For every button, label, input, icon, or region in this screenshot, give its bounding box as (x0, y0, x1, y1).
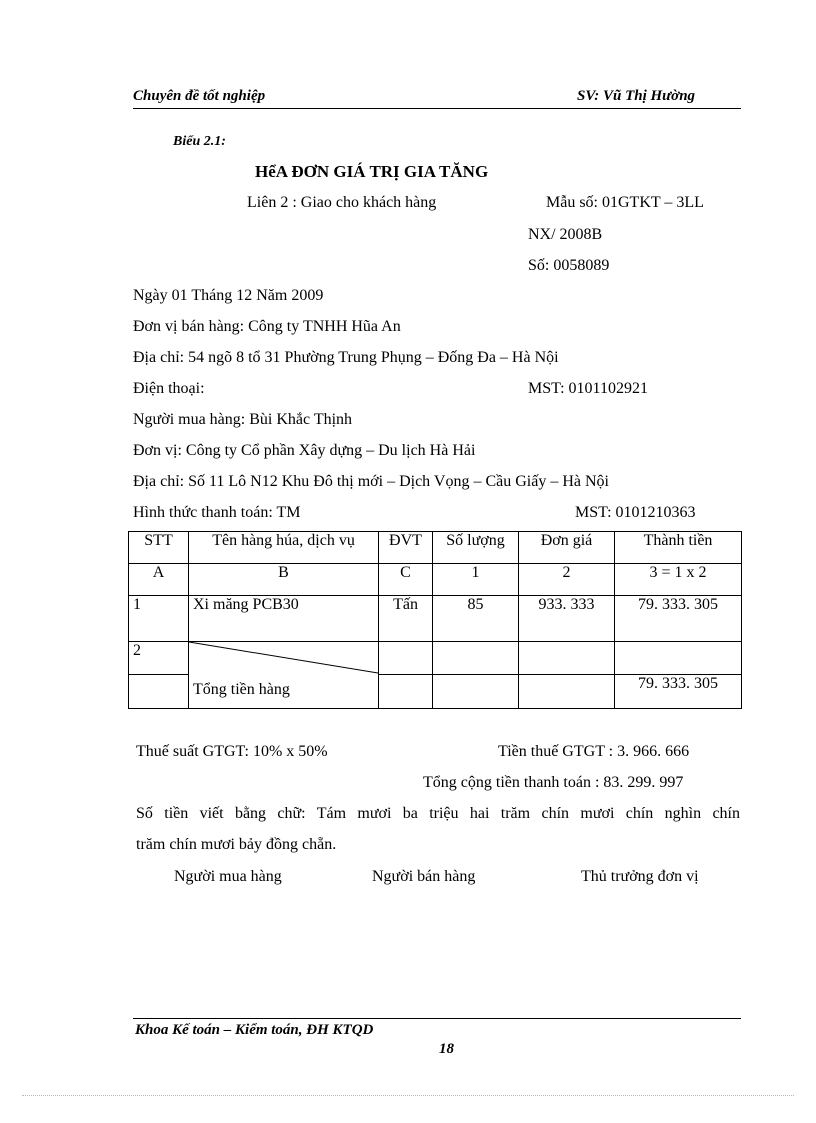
row-unit (379, 642, 433, 675)
code-1: 1 (433, 564, 519, 596)
row-stt: 1 (129, 596, 189, 642)
form-number: Mẫu số: 01GTKT – 3LL (546, 194, 704, 211)
total-unit-empty (379, 675, 433, 709)
total-label: Tổng tiền hàng (193, 681, 290, 698)
bottom-dotted-rule (22, 1095, 794, 1096)
seller-phone: Điện thoại: (133, 380, 205, 397)
code-2: 2 (519, 564, 615, 596)
header-right: SV: Vũ Thị Hường (577, 88, 696, 104)
invoice-items-table (128, 531, 742, 709)
invoice-title: HểA ĐƠN GIÁ TRỊ GIA TĂNG (255, 162, 489, 181)
footer-faculty: Khoa Kế toán – Kiểm toán, ĐH KTQD (135, 1022, 374, 1038)
header-qty: Số lượng (433, 532, 519, 564)
buyer-name: Người mua hàng: Bùi Khắc Thịnh (133, 411, 353, 428)
invoice-date: Ngày 01 Tháng 12 Năm 2009 (133, 287, 324, 304)
signature-buyer: Người mua hàng (174, 868, 282, 885)
total-qty-empty (433, 675, 519, 709)
code-a: A (129, 564, 189, 596)
code-3: 3 = 1 x 2 (615, 564, 742, 596)
payment-method: Hình thức thanh toán: TM (133, 504, 301, 521)
header-amount: Thành tiền (615, 532, 742, 564)
table-row (129, 596, 742, 642)
row-name-slash-cell (189, 642, 379, 709)
amount-in-words-cont: trăm chín mươi bảy đồng chẵn. (136, 836, 337, 853)
total-amount: 79. 333. 305 (615, 675, 742, 709)
code-c: C (379, 564, 433, 596)
row-amount (615, 642, 742, 675)
header-price: Đơn giá (519, 532, 615, 564)
seller-address: Địa chỉ: 54 ngõ 8 tổ 31 Phường Trung Phụng – Đống Đa – Hà Nội (133, 349, 559, 366)
row-name: Xi măng PCB30 (189, 596, 379, 642)
buyer-tax-code: MST: 0101210363 (575, 504, 696, 521)
buyer-unit: Đơn vị: Công ty Cổ phần Xây dựng – Du lịch Hà Hải (133, 442, 476, 459)
row-amount: 79. 333. 305 (615, 596, 742, 642)
table-code-row (129, 564, 742, 596)
vat-amount: Tiền thuế GTGT : 3. 966. 666 (498, 743, 690, 760)
seller-tax-code: MST: 0101102921 (528, 380, 648, 397)
invoice-copy: Liên 2 : Giao cho khách hàng (247, 194, 437, 211)
row-stt: 2 (129, 642, 189, 675)
row-unit: Tấn (379, 596, 433, 642)
amount-in-words: Số tiền viết bằng chữ: Tám mươi ba triệu hai trăm chín mươi chín nghìn chín (136, 805, 740, 822)
total-stt-empty (129, 675, 189, 709)
invoice-number: Số: 0058089 (528, 257, 610, 274)
header-left: Chuyên đề tốt nghiệp (133, 88, 266, 104)
table-row (129, 642, 742, 675)
seller-unit: Đơn vị bán hàng: Công ty TNHH Hũa An (133, 318, 401, 335)
invoice-series: NX/ 2008B (528, 226, 603, 243)
row-price (519, 642, 615, 675)
vat-rate: Thuế suất GTGT: 10% x 50% (136, 743, 328, 760)
row-qty (433, 642, 519, 675)
row-price: 933. 333 (519, 596, 615, 642)
page-number: 18 (439, 1041, 454, 1057)
code-b: B (189, 564, 379, 596)
total-price-empty (519, 675, 615, 709)
header-rule (133, 108, 741, 109)
row-qty: 85 (433, 596, 519, 642)
header-stt: STT (129, 532, 189, 564)
header-name: Tên hàng húa, dịch vụ (189, 532, 379, 564)
signature-head: Thủ trưởng đơn vị (581, 868, 699, 885)
header-unit: ĐVT (379, 532, 433, 564)
figure-label: Biểu 2.1: (173, 134, 226, 149)
table-header-row (129, 532, 742, 564)
signature-seller: Người bán hàng (372, 868, 476, 885)
grand-total: Tổng cộng tiền thanh toán : 83. 299. 997 (423, 774, 684, 791)
footer-rule (133, 1018, 741, 1019)
buyer-address: Địa chỉ: Số 11 Lô N12 Khu Đô thị mới – Dịch Vọng – Cầu Giấy – Hà Nội (133, 473, 609, 490)
